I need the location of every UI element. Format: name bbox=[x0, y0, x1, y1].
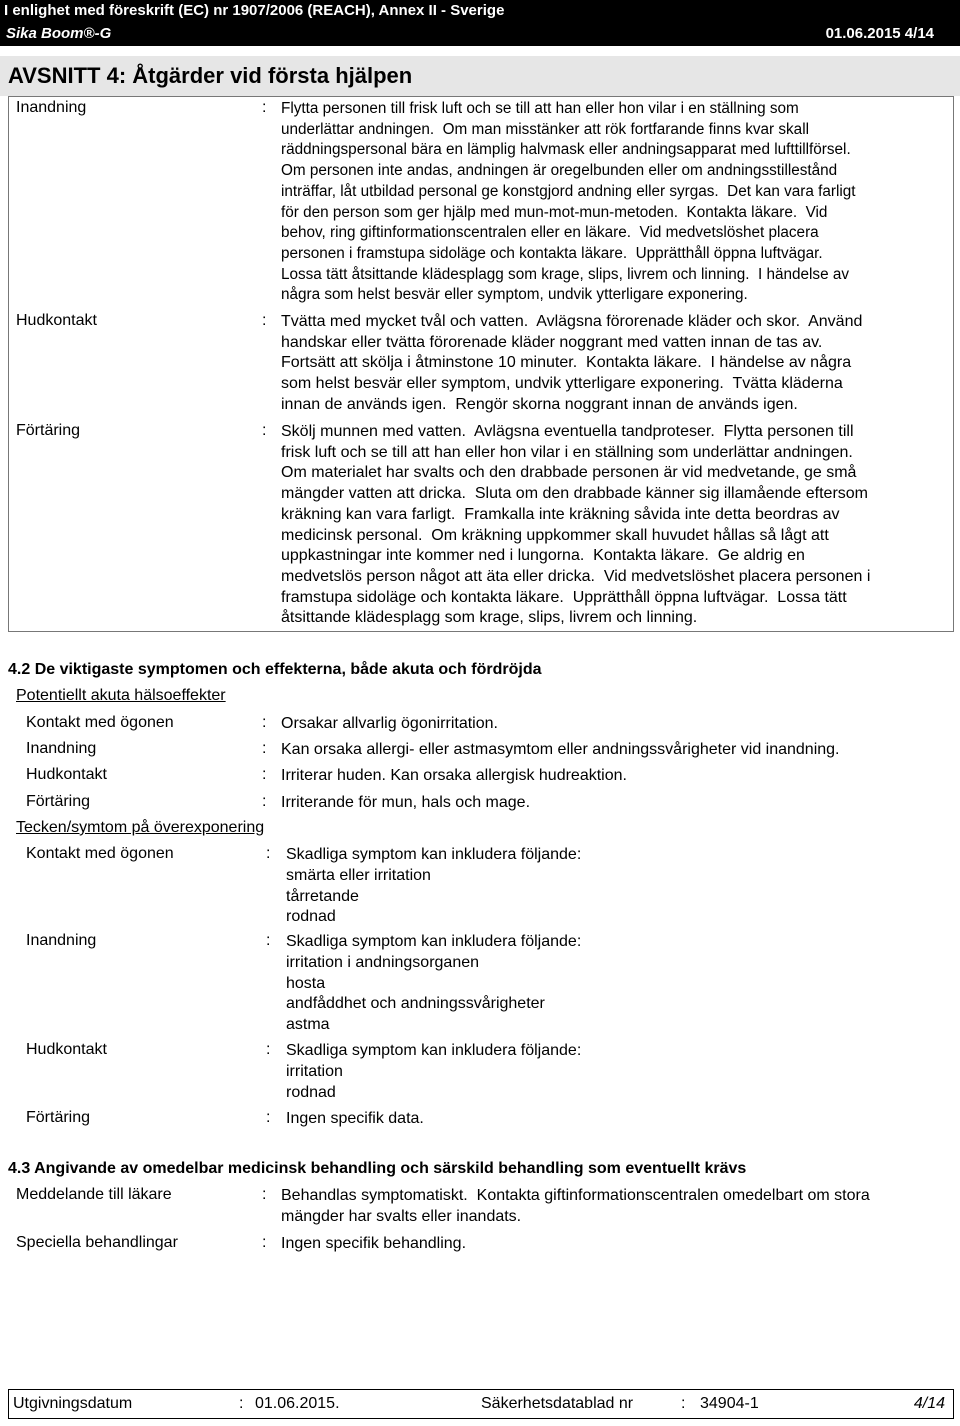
ingestion-label: Förtäring bbox=[16, 422, 81, 439]
date-page: 01.06.2015 4/14 bbox=[825, 25, 934, 42]
text-line: inträffar, låt utbildad personal ge konstgjord andning eller syrgas. Det kan vara farligt bbox=[281, 182, 856, 200]
text-line: medvetslös person något att äta eller dricka. Vid medvetslöshet placera personen i bbox=[281, 567, 871, 585]
overexposure-value bbox=[286, 1109, 424, 1130]
colon: : bbox=[262, 714, 267, 731]
subsection-4-3-title: 4.3 Angivande av omedelbar medicinsk behandling och särskild behandling som eventuellt krävs bbox=[8, 1160, 747, 1177]
text-line: medicinsk personal. Om kräkning uppkommer skall huvudet hållas så lågt att bbox=[281, 526, 829, 544]
acute-label: Inandning bbox=[26, 740, 97, 757]
text-line: som helst besvär eller symptom, undvik ytterligare exponering. Tvätta kläderna bbox=[281, 375, 843, 393]
colon: : bbox=[262, 766, 267, 783]
text-line: andfåddhet och andningssvårigheter bbox=[286, 995, 545, 1013]
text-line: hosta bbox=[286, 974, 326, 992]
text-line: frisk luft och se till att han eller hon vilar i en ställning som underlättar andningen. bbox=[281, 443, 853, 461]
product-name: Sika Boom®-G bbox=[6, 25, 112, 42]
text-line: irritation i andningsorganen bbox=[286, 953, 480, 971]
special-treatment-value: Ingen specifik behandling. bbox=[281, 1235, 467, 1252]
acute-label: Förtäring bbox=[26, 793, 91, 810]
acute-value: Kan orsaka allergi- eller astmasymtom eller andningssvårigheter vid inandning. bbox=[281, 741, 840, 758]
text-line: Behandlas symptomatiskt. Kontakta giftinformationscentralen omedelbart om stora bbox=[281, 1187, 870, 1204]
text-line: rodnad bbox=[286, 1083, 336, 1101]
text-line: mängder vatten att dricka. Sluta om den drabbade känner sig illamående eftersom bbox=[281, 485, 868, 503]
text-line: mängder har svalts eller inandats. bbox=[281, 1207, 522, 1225]
text-line: smärta eller irritation bbox=[286, 866, 431, 884]
overexposure-value bbox=[286, 845, 581, 928]
text-line: Ingen specifik data. bbox=[286, 1110, 424, 1127]
text-line: Skadliga symptom kan inkludera följande: bbox=[286, 846, 582, 863]
text-line: Fortsätt att skölja i åtminstone 10 minuter. Kontakta läkare. I händelse av några bbox=[281, 354, 852, 372]
overexposure-label: Kontakt med ögonen bbox=[26, 845, 174, 862]
text-line: innan de används igen. Rengör skorna noggrant innan de används igen. bbox=[281, 395, 798, 413]
acute-value: Irriterar huden. Kan orsaka allergisk hudreaktion. bbox=[281, 767, 627, 784]
text-line: rodnad bbox=[286, 908, 336, 926]
text-line: Tvätta med mycket tvål och vatten. Avlägsna förorenade kläder och skor. Använd bbox=[281, 313, 863, 330]
text-line: Lossa tätt åtsittande klädesplagg som krage, slips, livrem och linning. I händelse av bbox=[281, 265, 849, 283]
text-line: Om materialet har svalts och den drabbade personen är vid medvetande, ge små bbox=[281, 464, 857, 482]
text-line: kräkning kan vara farligt. Framkalla inte kräkning såvida inte detta beordras av bbox=[281, 505, 840, 523]
acute-effects-heading: Potentiellt akuta hälsoeffekter bbox=[16, 687, 226, 704]
acute-value: Irriterande för mun, hals och mage. bbox=[281, 794, 531, 811]
text-line: åtsittande klädesplagg som krage, slips, livrem och linning. bbox=[281, 609, 698, 627]
text-line: personen i framstupa sidoläge och kontakta läkare. Upprätthåll öppna luftvägar. bbox=[281, 244, 823, 262]
colon: : bbox=[262, 740, 267, 757]
section-title: AVSNITT 4: Åtgärder vid första hjälpen bbox=[0, 56, 960, 96]
text-line: Skölj munnen med vatten. Avlägsna eventuella tandproteser. Flytta personen till bbox=[281, 423, 854, 440]
text-line: astma bbox=[286, 1016, 330, 1034]
text-line: irritation bbox=[286, 1062, 343, 1080]
text-line: Om personen inte andas, andningen är oregelbunden eller om andningsstillestånd bbox=[281, 162, 838, 180]
overexposure-value bbox=[286, 1041, 581, 1103]
acute-value: Orsakar allvarlig ögonirritation. bbox=[281, 715, 498, 732]
text-line: uppkastningar inte kommer ned i lungorna. Kontakta läkare. Ge aldrig en bbox=[281, 547, 805, 565]
text-line: räddningspersonal bära en lämplig halvmask eller andningsapparat med lufttillförsel. bbox=[281, 141, 851, 159]
text-line: underlättar andningen. Om man misstänker att rök fortfarande finns kvar skall bbox=[281, 120, 809, 138]
text-line: några som helst besvär eller symptom, undvik ytterligare exponering. bbox=[281, 286, 748, 304]
colon: : bbox=[266, 1041, 271, 1058]
regulation-banner bbox=[0, 0, 960, 22]
sds-number-label: Säkerhetsdatablad nr bbox=[481, 1395, 634, 1412]
colon: : bbox=[266, 932, 271, 949]
doctor-note-label: Meddelande till läkare bbox=[16, 1186, 172, 1203]
colon: : bbox=[681, 1395, 686, 1412]
special-treatment-label: Speciella behandlingar bbox=[16, 1234, 178, 1251]
acute-label: Hudkontakt bbox=[26, 766, 107, 783]
colon: : bbox=[262, 1186, 267, 1203]
colon: : bbox=[266, 1109, 271, 1126]
text-line: Skadliga symptom kan inkludera följande: bbox=[286, 1042, 582, 1059]
skin-label: Hudkontakt bbox=[16, 312, 97, 329]
colon: : bbox=[262, 793, 267, 810]
page-number: 4/14 bbox=[913, 1395, 945, 1412]
doctor-note-value bbox=[281, 1186, 870, 1228]
overexposure-label: Inandning bbox=[26, 932, 97, 949]
text-line: framstupa sidoläge och kontakta läkare. Upprätthåll öppna luftvägar. Lossa tätt bbox=[281, 588, 847, 606]
text-line: Flytta personen till frisk luft och se till att han eller hon vilar i en ställning som bbox=[281, 100, 799, 117]
inhalation-text bbox=[281, 99, 856, 306]
text-line: tårretande bbox=[286, 887, 359, 905]
acute-label: Kontakt med ögonen bbox=[26, 714, 174, 731]
ingestion-text bbox=[281, 422, 870, 629]
footer bbox=[8, 1389, 954, 1419]
colon: : bbox=[262, 422, 267, 439]
overexposure-value bbox=[286, 932, 581, 1036]
colon: : bbox=[239, 1395, 244, 1412]
text-line: behov, ring giftinformationscentralen eller en läkare. Vid medvetslöshet placera bbox=[281, 224, 819, 242]
sds-number: 34904-1 bbox=[700, 1395, 759, 1412]
text-line: Skadliga symptom kan inkludera följande: bbox=[286, 933, 582, 950]
regulation-text: I enlighet med föreskrift (EC) nr 1907/2006 (REACH), Annex II - Sverige bbox=[4, 2, 505, 19]
text-line: handskar eller tvätta förorenade kläder noggrant med vatten innan de tas av. bbox=[281, 333, 823, 351]
text-line: för den person som ger hjälp med mun-mot-mun-metoden. Kontakta läkare. Vid bbox=[281, 203, 828, 221]
colon: : bbox=[262, 1234, 267, 1251]
colon: : bbox=[262, 312, 267, 329]
issue-date-label: Utgivningsdatum bbox=[13, 1395, 133, 1412]
inhalation-label: Inandning bbox=[16, 99, 87, 116]
colon: : bbox=[266, 845, 271, 862]
overexposure-label: Förtäring bbox=[26, 1109, 91, 1126]
issue-date: 01.06.2015. bbox=[255, 1395, 340, 1412]
colon: : bbox=[262, 99, 267, 116]
product-banner bbox=[0, 22, 960, 46]
subsection-4-2-title: 4.2 De viktigaste symptomen och effekterna, både akuta och fördröjda bbox=[8, 661, 542, 678]
overexposure-heading: Tecken/symtom på överexponering bbox=[16, 819, 265, 836]
skin-text bbox=[281, 312, 862, 416]
overexposure-label: Hudkontakt bbox=[26, 1041, 107, 1058]
